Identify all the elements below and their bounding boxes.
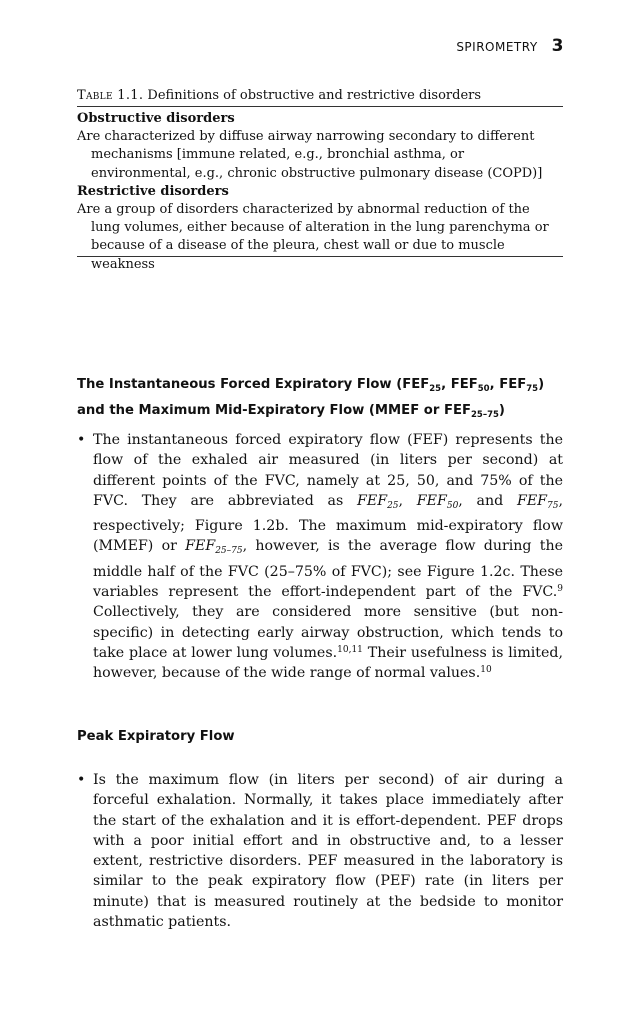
bullet-dot-icon: • — [77, 772, 86, 788]
table-row-heading: Obstructive disorders — [77, 111, 235, 126]
table-row-heading: Restrictive disorders — [77, 183, 229, 199]
definitions-table — [77, 110, 563, 274]
table-caption-label: Table 1.1. — [77, 88, 144, 103]
bullet-dot-icon: • — [77, 432, 86, 448]
running-head — [456, 36, 564, 56]
bullet-item-pef: • Is the maximum flow (in liters per second) of air during a forceful exhalation. Normally, it takes place immediately after the start of the exhalation and it is effort-dependent. PEF drops with a poor initial effort and in obstructive and, to a lesser extent, restrictive disorders. PEF measured in the laboratory is similar to the peak expiratory flow (PEF) rate (in liters per minute) that is measured routinely at the bedside to monitor asthmatic patients. — [77, 772, 563, 931]
page-number: 3 — [551, 36, 564, 56]
section-heading-pef: Peak Expiratory Flow — [77, 729, 235, 744]
table-top-rule — [77, 106, 563, 107]
running-head-title: SPIROMETRY — [456, 40, 538, 54]
table-caption-text: Definitions of obstructive and restrictive disorders — [147, 88, 482, 103]
bullet-item-fef: • The instantaneous forced expiratory flow (FEF) represents the flow of the exhaled air measured (in liters per second) at different points of the FVC, namely at 25, 50, and 75% of the FVC. They are abbreviated as $FEF_{25}$, $FEF_{50}$, and $FEF_{75}$, respectively; Figure 1.2b. The maximum mid-expiratory flow (MMEF) or $FEF_{25-75}$, however, is the average flow during the middle half of the FVC (25–75% of FVC); see Figure 1.2c. These variables represent the effort-independent part of the FVC.$^9$ Collectively, they are considered more sensitive (but non-specific) in detecting early airway obstruction, which tends to take place at lower lung volumes.$^{10,11}$ Their usefulness is limited, however, because of the wide range of normal values.$^{10}$ — [77, 432, 563, 682]
table-caption — [77, 88, 563, 103]
table-row-definition: Are a group of disorders characterized by abnormal reduction of the lung volumes, either because of alteration in the lung parenchyma or because of a disease of the pleura, chest wall or due to muscle weakness — [77, 202, 549, 272]
table-bottom-rule — [77, 256, 563, 257]
section-heading-fef: The Instantaneous Forced Expiratory Flow ($FEF_{25}$, $FEF_{50}$, $FEF_{75}$) and the Maximum Mid-Expiratory Flow (MMEF or $FEF_{25-75}$) — [77, 377, 545, 420]
table-row-definition: Are characterized by diffuse airway narrowing secondary to different mechanisms [immune related, e.g., bronchial asthma, or environmental, e.g., chronic obstructive pulmonary disease (COPD)] — [77, 129, 543, 181]
